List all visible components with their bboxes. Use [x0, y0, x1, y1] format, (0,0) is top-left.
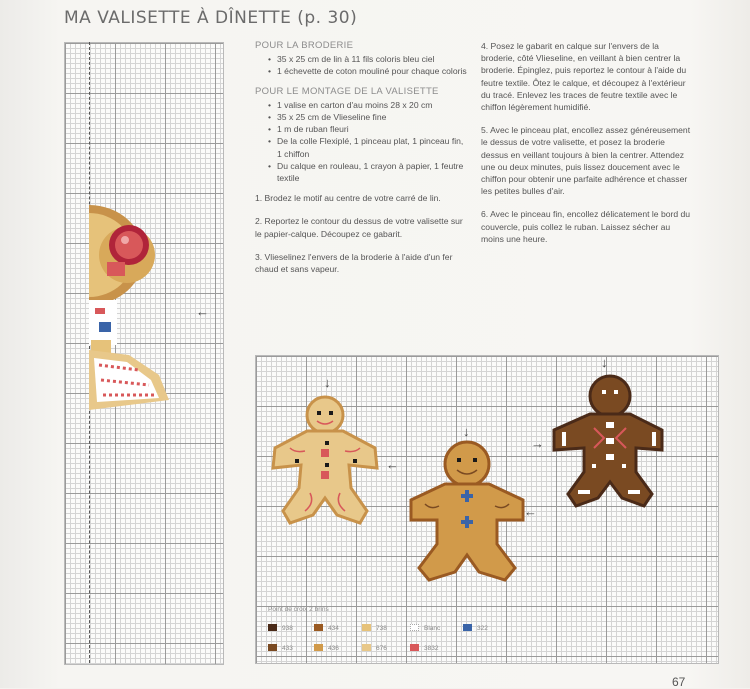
- montage-list: [255, 99, 470, 184]
- arrow-left-icon: ←: [386, 457, 399, 472]
- swatch-738: [362, 624, 371, 631]
- broderie-heading: POUR LA BRODERIE: [255, 40, 354, 51]
- step-6: 6. Avec le pinceau fin, encollez délicatement le bord du couvercle, puis collez le ruban. Laissez sécher au moins une heure.: [481, 209, 691, 244]
- code-434: 434: [328, 625, 339, 632]
- arrow-down-icon: ↓: [324, 375, 331, 390]
- code-738: 738: [376, 625, 387, 632]
- list-item: • De la colle Flexiplé, 1 pinceau plat, 1 pinceau fin, 1 chiffon: [268, 135, 470, 159]
- swatch-322: [463, 624, 472, 631]
- list-item: • Du calque en rouleau, 1 crayon à papier, 1 feutre textile: [268, 160, 470, 184]
- list-item: • 1 échevette de coton mouliné pour chaque coloris: [268, 65, 470, 77]
- instructions-column-right: [481, 40, 693, 256]
- swatch-3832: [410, 644, 419, 651]
- gingerbread-dark: [548, 372, 668, 512]
- list-item: • 1 m de ruban fleuri: [268, 123, 470, 135]
- stitch-motif-left: [89, 200, 185, 415]
- arrow-down-icon: ↓: [601, 355, 608, 370]
- montage-heading: POUR LE MONTAGE DE LA VALISETTE: [255, 85, 439, 97]
- instructions-column-middle: [255, 40, 470, 286]
- swatch-436: [314, 644, 323, 651]
- step-5: 5. Avec le pinceau plat, encollez assez généreusement le dessus de votre valisette, et posez la broderie dessus en veillant toujours à bien la centrer. Attendez une ou deux minutes, puis lissez doucement avec le chiffon pour obtenir une parfaite adhérence et chasser les petites bulles d'air.: [481, 125, 691, 197]
- arrow-down-icon: ↓: [463, 424, 470, 439]
- step-3: 3. Vlieselinez l'envers de la broderie à l'aide d'un fer chaud et sans vapeur.: [255, 251, 453, 275]
- code-3832: 3832: [424, 645, 439, 652]
- swatch-676: [362, 644, 371, 651]
- swatch-938: [268, 624, 277, 631]
- page-number: 67: [672, 675, 686, 689]
- code-676: 676: [376, 645, 387, 652]
- list-item: • 1 valise en carton d'au moins 28 x 20 cm: [268, 99, 470, 111]
- code-436: 436: [328, 645, 339, 652]
- code-blanc: Blanc: [424, 625, 441, 632]
- arrow-left-icon: ←: [196, 304, 209, 319]
- swatch-blanc: [410, 624, 419, 631]
- legend-title: Point de croix 2 brins: [268, 606, 329, 613]
- code-322: 322: [477, 625, 488, 632]
- page-title: MA VALISETTE À DÎNETTE (p. 30): [64, 8, 358, 28]
- arrow-left-icon: ←: [524, 504, 537, 519]
- broderie-list: [255, 53, 470, 77]
- swatch-433: [268, 644, 277, 651]
- step-1: 1. Brodez le motif au centre de votre carré de lin.: [255, 193, 441, 204]
- step-4: 4. Posez le gabarit en calque sur l'envers de la broderie, côté Vlieseline, en veillant à bien centrer la broderie. Épinglez, puis reportez le contour à l'aide du feutre textile. Ôtez le calque, et découpez à l'extérieur du tracé. Enlevez les traces de feutre textile avec le chiffon légèrement humidifié.: [481, 41, 687, 113]
- list-item: • 35 x 25 cm de lin à 11 fils coloris bleu ciel: [268, 53, 470, 65]
- color-legend: [262, 606, 502, 662]
- code-433: 433: [282, 645, 293, 652]
- arrow-right-icon: →: [531, 436, 544, 451]
- swatch-434: [314, 624, 323, 631]
- gingerbread-light: [265, 393, 385, 528]
- step-2: 2. Reportez le contour du dessus de votre valisette sur le papier-calque. Découpez ce gabarit.: [255, 216, 463, 239]
- code-938: 938: [282, 625, 293, 632]
- gingerbread-medium: [405, 440, 530, 585]
- list-item: • 35 x 25 cm de Vlieseline fine: [268, 111, 470, 123]
